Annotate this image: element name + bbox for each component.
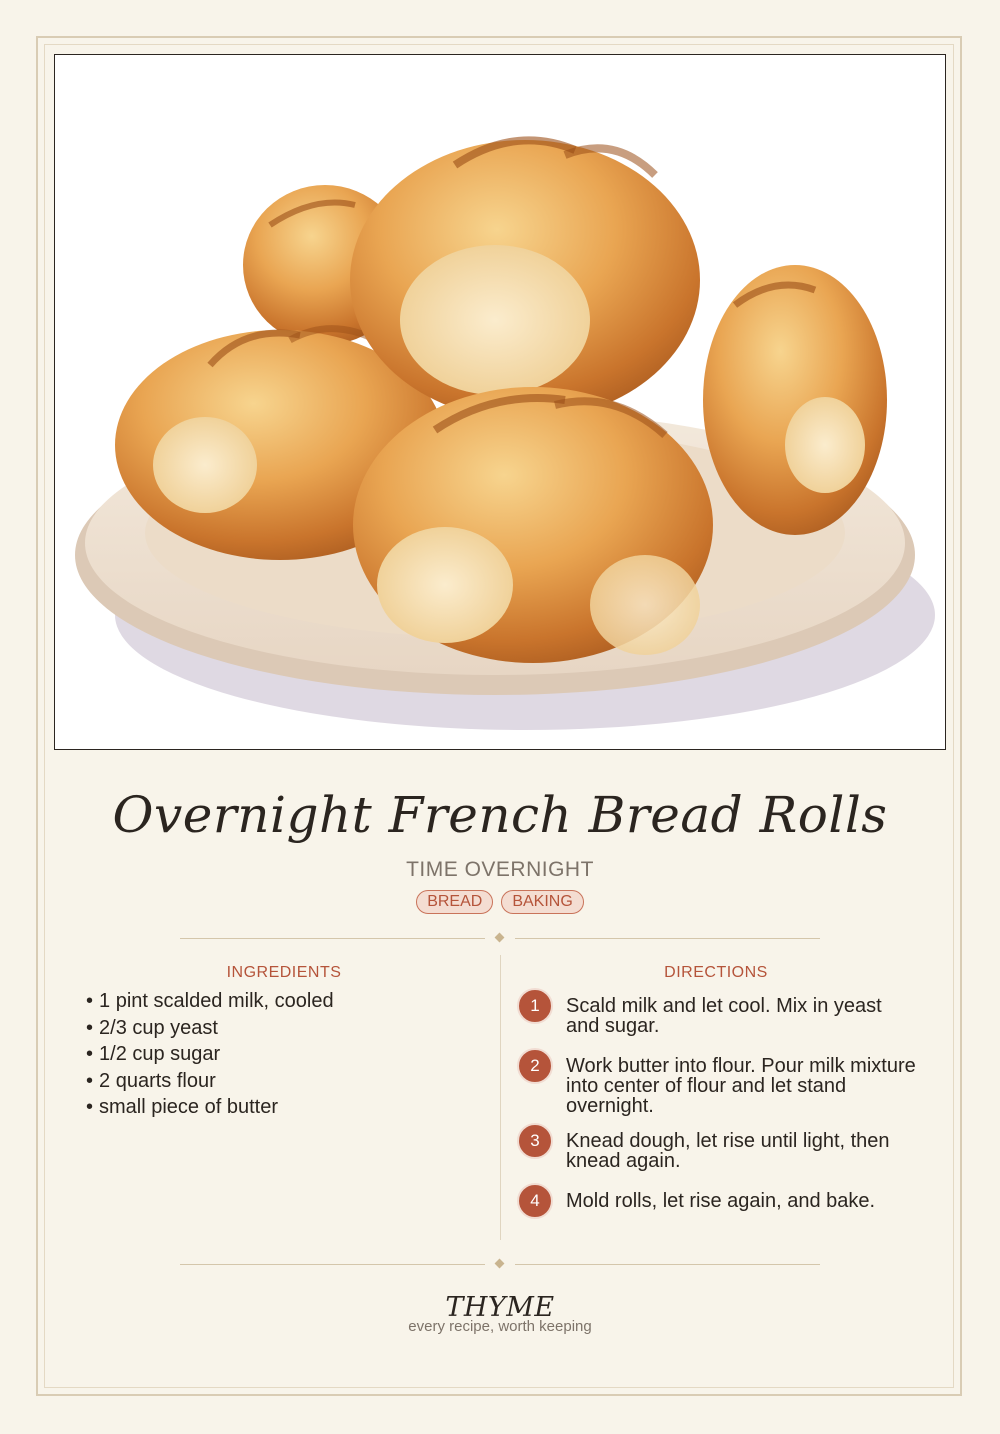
diamond-ornament-icon [495,933,505,943]
ingredient-item: • 1/2 cup sugar [86,1041,486,1068]
step-number-badge: 3 [517,1123,553,1159]
ingredient-item: • 2 quarts flour [86,1068,486,1095]
step-text: Scald milk and let cool. Mix in yeast and sugar. [566,995,882,1037]
ingredient-item: • small piece of butter [86,1094,486,1121]
tag-bread[interactable]: BREAD [416,890,493,914]
ingredients-list [86,988,486,1121]
step-text: Knead dough, let rise until light, then knead again. [566,1130,890,1172]
direction-step [517,1183,921,1219]
step-number-badge: 2 [517,1048,553,1084]
ingredients-heading: INGREDIENTS [226,964,342,981]
step-number-badge: 1 [517,988,553,1024]
step-text: Work butter into flour. Pour milk mixture into center of flour and let stand overnight. [566,1055,916,1117]
direction-step [517,988,916,1036]
divider-top [180,933,820,945]
ingredient-item: • 2/3 cup yeast [86,1015,486,1042]
step-number-badge: 4 [517,1183,553,1219]
divider-bottom [180,1259,820,1271]
tag-list [0,890,1000,914]
tag-baking[interactable]: BAKING [501,890,583,914]
direction-step [517,1123,921,1171]
ingredient-item: • 1 pint scalded milk, cooled [86,988,486,1015]
step-text: Mold rolls, let rise again, and bake. [566,1190,876,1212]
bread-rolls-illustration [55,55,946,750]
direction-step [517,1048,916,1116]
recipe-photo [54,54,946,750]
column-divider [500,955,501,1240]
brand-tagline: every recipe, worth keeping [408,1318,592,1335]
diamond-ornament-icon [495,1259,505,1269]
recipe-time: TIME OVERNIGHT [406,858,594,881]
directions-heading: DIRECTIONS [664,964,768,981]
brand-logo: THYME [445,1292,555,1323]
recipe-title: Overnight French Bread Rolls [112,786,888,844]
